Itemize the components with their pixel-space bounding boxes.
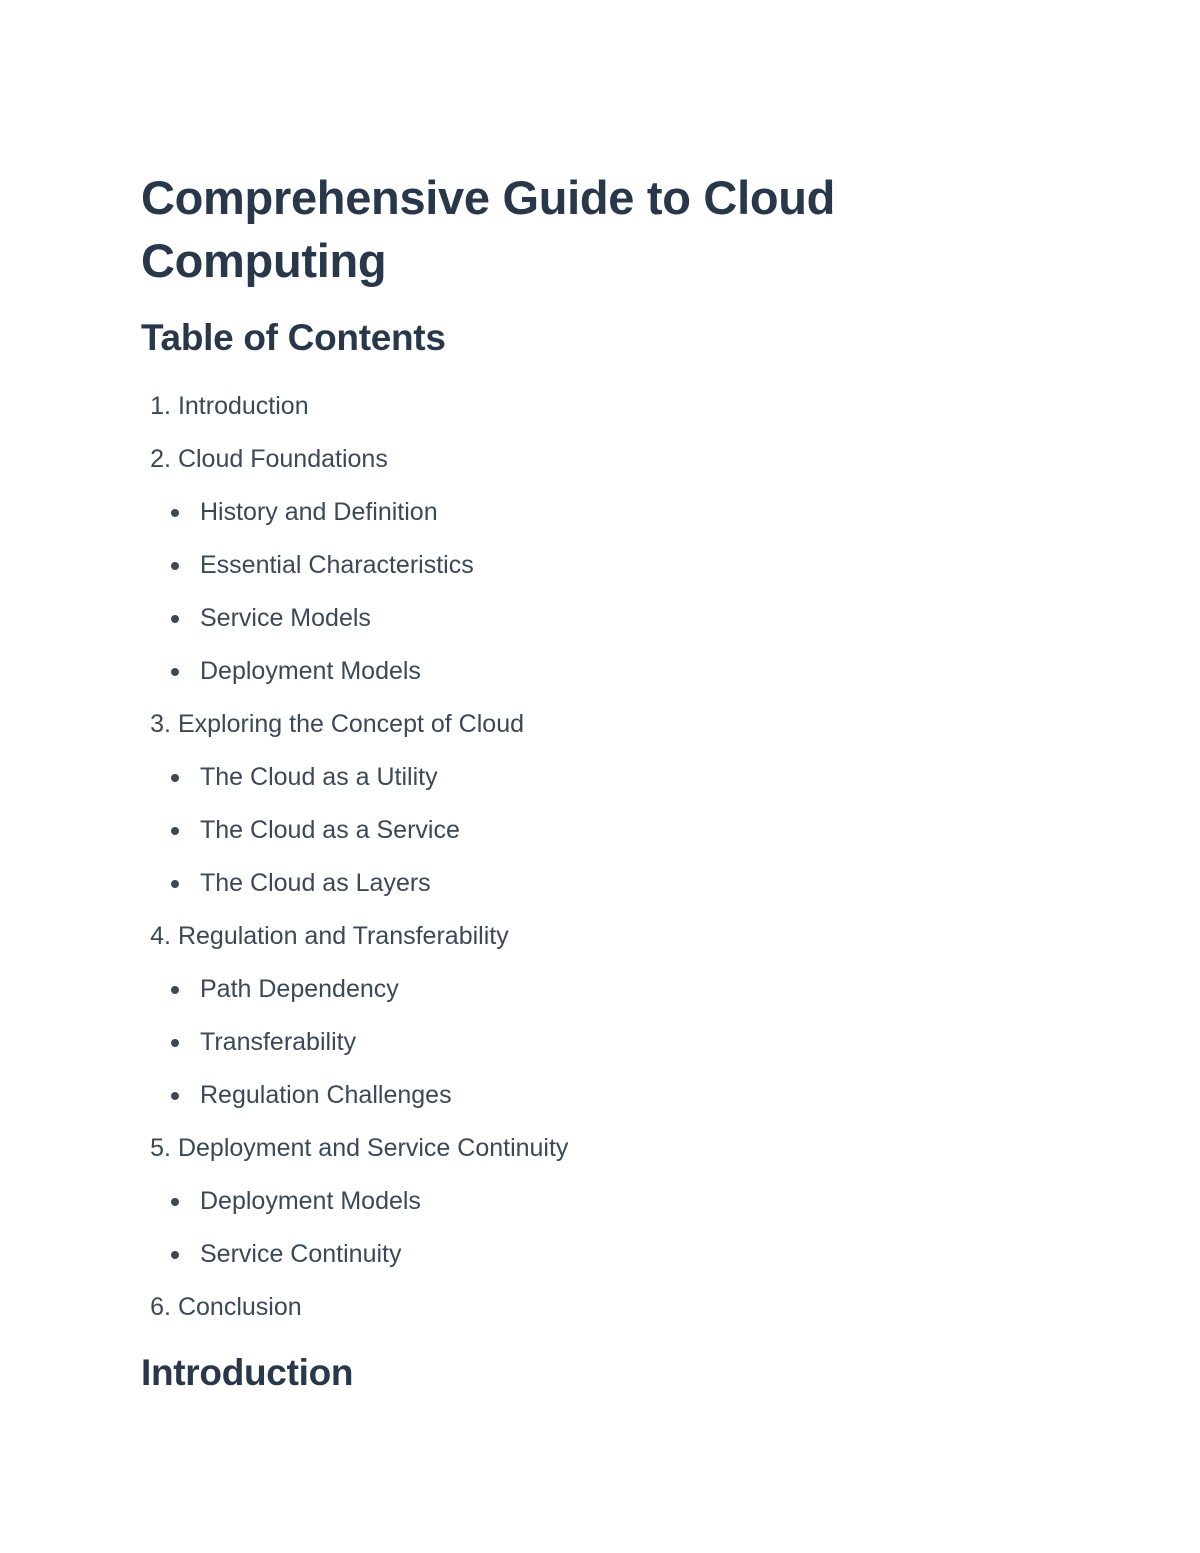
toc-item <box>141 380 568 433</box>
toc-sublink[interactable]: The Cloud as a Utility <box>200 763 438 791</box>
toc-item <box>141 433 568 486</box>
toc-item <box>141 910 568 963</box>
toc-sublink[interactable]: Transferability <box>200 1028 357 1056</box>
bullet-icon <box>171 827 179 835</box>
bullet-icon <box>171 1198 179 1206</box>
toc-subitem <box>141 963 568 1016</box>
toc-link[interactable]: Conclusion <box>177 1293 302 1321</box>
table-of-contents <box>141 380 568 1334</box>
bullet-icon <box>171 1092 179 1100</box>
toc-item-number: 6. <box>150 1293 171 1321</box>
toc-subitem <box>141 1228 568 1281</box>
toc-sublink[interactable]: The Cloud as a Service <box>200 816 460 844</box>
bullet-icon <box>171 880 179 888</box>
toc-subitem <box>141 645 568 698</box>
toc-subitem <box>141 751 568 804</box>
toc-sublink[interactable]: Deployment Models <box>200 1187 421 1215</box>
bullet-icon <box>171 986 179 994</box>
toc-link[interactable]: Exploring the Concept of Cloud <box>177 710 524 738</box>
toc-sublink[interactable]: Deployment Models <box>200 657 421 685</box>
toc-item-number: 3. <box>150 710 171 738</box>
toc-subitem <box>141 539 568 592</box>
bullet-icon <box>171 668 179 676</box>
bullet-icon <box>171 1039 179 1047</box>
toc-item <box>141 1281 568 1334</box>
toc-item <box>141 1122 568 1175</box>
toc-sublink[interactable]: Service Continuity <box>200 1240 402 1268</box>
toc-subitem <box>141 804 568 857</box>
document-title: Comprehensive Guide to Cloud Computing <box>141 171 836 287</box>
bullet-icon <box>171 615 179 623</box>
toc-item-number: 1. <box>150 392 171 420</box>
toc-subitem <box>141 1069 568 1122</box>
toc-item-number: 4. <box>150 922 171 950</box>
toc-subitem <box>141 486 568 539</box>
toc-subitem <box>141 857 568 910</box>
toc-link[interactable]: Regulation and Transferability <box>177 922 509 950</box>
toc-subitem <box>141 592 568 645</box>
toc-link[interactable]: Cloud Foundations <box>177 445 388 473</box>
toc-item-number: 5. <box>150 1134 171 1162</box>
bullet-icon <box>171 774 179 782</box>
toc-heading: Table of Contents <box>141 317 446 358</box>
bullet-icon <box>171 1251 179 1259</box>
toc-subitem <box>141 1175 568 1228</box>
toc-sublink[interactable]: Service Models <box>200 604 371 632</box>
bullet-icon <box>171 509 179 517</box>
toc-sublink[interactable]: Essential Characteristics <box>200 551 474 579</box>
section-heading-introduction: Introduction <box>141 1352 354 1393</box>
toc-link[interactable]: Deployment and Service Continuity <box>177 1134 569 1162</box>
toc-sublink[interactable]: Regulation Challenges <box>200 1081 452 1109</box>
toc-link[interactable]: Introduction <box>177 392 309 420</box>
toc-subitem <box>141 1016 568 1069</box>
bullet-icon <box>171 562 179 570</box>
toc-sublink[interactable]: History and Definition <box>200 498 438 526</box>
toc-item <box>141 698 568 751</box>
toc-item-number: 2. <box>150 445 171 473</box>
toc-sublink[interactable]: Path Dependency <box>200 975 399 1003</box>
toc-sublink[interactable]: The Cloud as Layers <box>200 869 431 897</box>
